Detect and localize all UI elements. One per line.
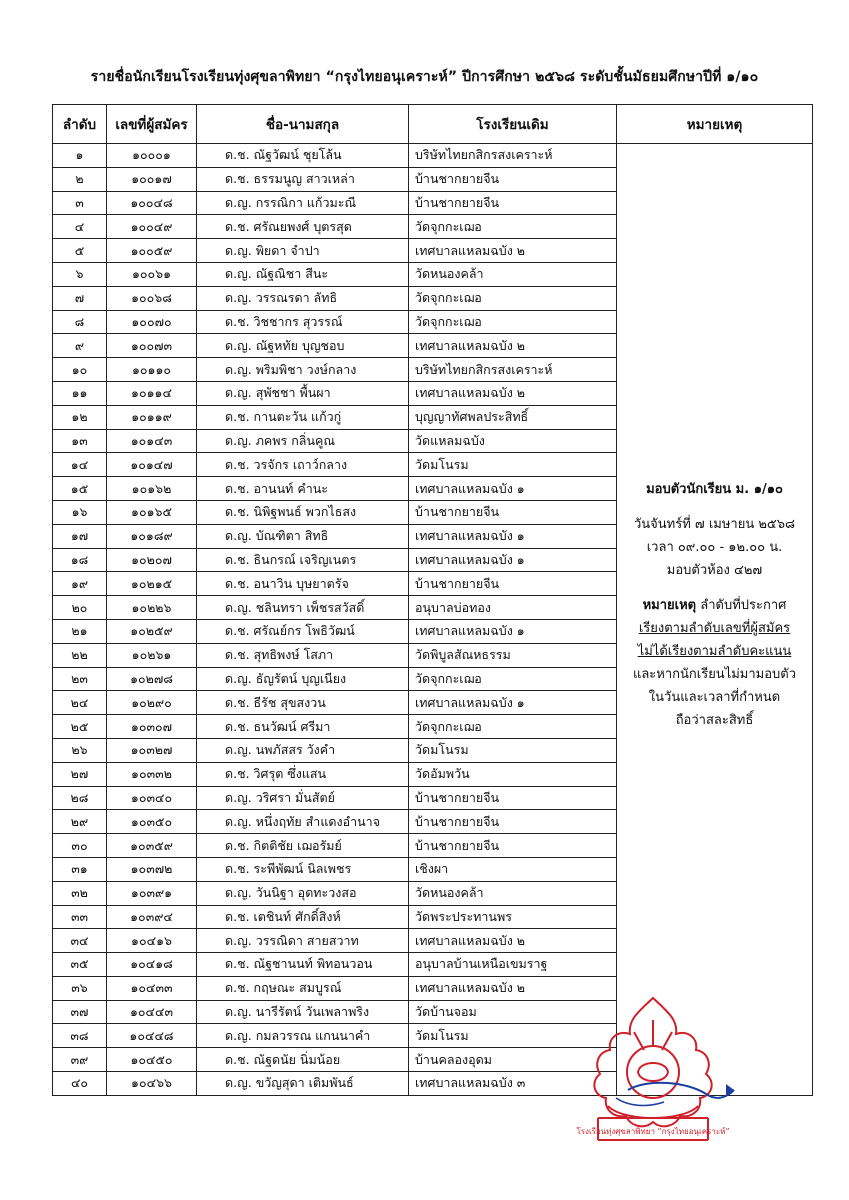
row-applicant-id: ๑๐๓๔๐	[107, 786, 197, 810]
header-previous-school: โรงเรียนเดิม	[409, 105, 617, 144]
row-full-name: ด.ช. กิตติชัย เฌอรัมย์	[197, 834, 409, 858]
row-full-name: ด.ช. วิชชากร สุวรรณ์	[197, 310, 409, 334]
row-applicant-id: ๑๐๐๕๙	[107, 239, 197, 263]
row-full-name: ด.ช. อานนท์ คำนะ	[197, 477, 409, 501]
row-order: ๓๓	[53, 905, 107, 929]
row-applicant-id: ๑๐๓๒๗	[107, 738, 197, 762]
row-applicant-id: ๑๐๓๓๒	[107, 762, 197, 786]
table-body	[53, 144, 813, 1096]
row-order: ๑๙	[53, 572, 107, 596]
remark-line-2: เรียงตามลำดับเลขที่ผู้สมัคร	[638, 621, 791, 636]
row-previous-school: วัดหนองคล้า	[409, 881, 617, 905]
row-previous-school: บ้านชากยายจีน	[409, 786, 617, 810]
table-header-row	[53, 105, 813, 144]
row-applicant-id: ๑๐๒๒๖	[107, 596, 197, 620]
row-previous-school: เทศบาลแหลมฉบัง ๒	[409, 929, 617, 953]
student-roster-table	[52, 104, 813, 1096]
row-full-name: ด.ญ. วริศรา มั่นสัตย์	[197, 786, 409, 810]
row-order: ๕	[53, 239, 107, 263]
table-row	[53, 144, 813, 168]
row-full-name: ด.ญ. นพภัสสร วังคำ	[197, 738, 409, 762]
remark-line-1: ลำดับที่ประกาศ	[700, 598, 787, 613]
header-order: ลำดับ	[53, 105, 107, 144]
row-applicant-id: ๑๐๒๙๐	[107, 691, 197, 715]
row-full-name: ด.ญ. กมลวรรณ แกนนาคำ	[197, 1024, 409, 1048]
remark-label: หมายเหตุ	[642, 598, 697, 613]
row-applicant-id: ๑๐๔๕๐	[107, 1048, 197, 1072]
row-order: ๔	[53, 215, 107, 239]
row-applicant-id: ๑๐๒๕๙	[107, 619, 197, 643]
row-applicant-id: ๑๐๑๖๕	[107, 500, 197, 524]
row-full-name: ด.ช. กานตะวัน แก้วกู่	[197, 405, 409, 429]
row-order: ๒๔	[53, 691, 107, 715]
row-full-name: ด.ช. ธนวัฒน์ ศรีมา	[197, 715, 409, 739]
row-full-name: ด.ช. นิพิฐพนธ์ พวกไธสง	[197, 500, 409, 524]
row-previous-school: บ้านชากยายจีน	[409, 167, 617, 191]
note-time: เวลา ๐๙.๐๐ - ๑๒.๐๐ น.	[646, 540, 783, 555]
row-order: ๓๔	[53, 929, 107, 953]
row-applicant-id: ๑๐๐๔๙	[107, 215, 197, 239]
row-order: ๒๐	[53, 596, 107, 620]
row-full-name: ด.ช. ธีรัช สุขสงวน	[197, 691, 409, 715]
row-order: ๓๕	[53, 953, 107, 977]
row-order: ๓	[53, 191, 107, 215]
row-previous-school: บุญญาทัศพลประสิทธิ์	[409, 405, 617, 429]
row-full-name: ด.ญ. วรรณิดา สายสวาท	[197, 929, 409, 953]
row-full-name: ด.ช. วิศรุต ซึ่งแสน	[197, 762, 409, 786]
row-full-name: ด.ญ. ณัฐณิชา สีนะ	[197, 262, 409, 286]
row-applicant-id: ๑๐๓๙๔	[107, 905, 197, 929]
row-applicant-id: ๑๐๐๖๘	[107, 286, 197, 310]
remark-line-3: ไม่ได้เรียงตามลำดับคะแนน	[637, 644, 792, 659]
row-previous-school: อนุบาลบ่อทอง	[409, 596, 617, 620]
row-full-name: ด.ช. กฤษณะ สมบูรณ์	[197, 976, 409, 1000]
row-order: ๑๖	[53, 500, 107, 524]
row-applicant-id: ๑๐๓๗๒	[107, 857, 197, 881]
row-previous-school: บริษัทไทยกสิกรสงเคราะห์	[409, 358, 617, 382]
row-previous-school: วัดจุกกะเฌอ	[409, 310, 617, 334]
row-order: ๓๗	[53, 1000, 107, 1024]
row-applicant-id: ๑๐๓๙๑	[107, 881, 197, 905]
row-previous-school: วัดจุกกะเฌอ	[409, 715, 617, 739]
row-previous-school: เทศบาลแหลมฉบัง ๒	[409, 381, 617, 405]
note-room: มอบตัวห้อง ๔๒๗	[666, 563, 763, 578]
row-applicant-id: ๑๐๔๔๘	[107, 1024, 197, 1048]
remark-line-6: ถือว่าสละสิทธิ์	[675, 713, 754, 728]
row-previous-school: วัดมโนรม	[409, 1024, 617, 1048]
row-applicant-id: ๑๐๔๓๓	[107, 976, 197, 1000]
row-applicant-id: ๑๐๐๑๗	[107, 167, 197, 191]
row-order: ๗	[53, 286, 107, 310]
row-order: ๑	[53, 144, 107, 168]
row-order: ๑๗	[53, 524, 107, 548]
row-previous-school: บ้านคลองอุดม	[409, 1048, 617, 1072]
row-applicant-id: ๑๐๐๖๑	[107, 262, 197, 286]
row-order: ๓๘	[53, 1024, 107, 1048]
row-order: ๒๘	[53, 786, 107, 810]
row-previous-school: วัดบ้านจอม	[409, 1000, 617, 1024]
row-applicant-id: ๑๐๑๑๔	[107, 381, 197, 405]
row-full-name: ด.ญ. ธัญรัตน์ บุญเนียง	[197, 667, 409, 691]
row-applicant-id: ๑๐๔๑๖	[107, 929, 197, 953]
row-full-name: ด.ช. อนาวิน บุษยาตรัจ	[197, 572, 409, 596]
row-order: ๑๕	[53, 477, 107, 501]
remarks-cell	[617, 144, 813, 1096]
row-full-name: ด.ญ. วันนิฐา อุดทะวงสอ	[197, 881, 409, 905]
seal-text: โรงเรียนทุ่งศุขลาพิทยา “กรุงไทยอนุเคราะห์”	[576, 1127, 730, 1136]
row-order: ๒	[53, 167, 107, 191]
row-full-name: ด.ช. วรจักร เถาว์กลาง	[197, 453, 409, 477]
row-full-name: ด.ญ. กรรณิกา แก้วมะณี	[197, 191, 409, 215]
row-previous-school: บ้านชากยายจีน	[409, 834, 617, 858]
row-full-name: ด.ช. ธินกรณ์ เจริญเนตร	[197, 548, 409, 572]
row-applicant-id: ๑๐๐๔๘	[107, 191, 197, 215]
row-previous-school: เทศบาลแหลมฉบัง ๑	[409, 524, 617, 548]
row-order: ๙	[53, 334, 107, 358]
row-applicant-id: ๑๐๔๖๖	[107, 1072, 197, 1096]
row-previous-school: วัดอัมพวัน	[409, 762, 617, 786]
row-order: ๑๐	[53, 358, 107, 382]
row-full-name: ด.ช. สุทธิพงษ์ โสภา	[197, 643, 409, 667]
row-order: ๑๔	[53, 453, 107, 477]
row-applicant-id: ๑๐๔๑๘	[107, 953, 197, 977]
row-previous-school: วัดพระประทานพร	[409, 905, 617, 929]
row-full-name: ด.ช. ณัฐวัฒน์ ชุยโล้น	[197, 144, 409, 168]
row-previous-school: บริษัทไทยกสิกรสงเคราะห์	[409, 144, 617, 168]
row-order: ๒๕	[53, 715, 107, 739]
row-full-name: ด.ช. เตชินท์ ศักดิ์สิงห์	[197, 905, 409, 929]
note-report-title: มอบตัวนักเรียน ม. ๑/๑๐	[646, 482, 783, 497]
row-previous-school: เทศบาลแหลมฉบัง ๑	[409, 548, 617, 572]
row-order: ๔๐	[53, 1072, 107, 1096]
row-order: ๒๙	[53, 810, 107, 834]
row-previous-school: วัดแหลมฉบัง	[409, 429, 617, 453]
row-order: ๑๑	[53, 381, 107, 405]
row-previous-school: บ้านชากยายจีน	[409, 810, 617, 834]
row-applicant-id: ๑๐๑๖๒	[107, 477, 197, 501]
row-applicant-id: ๑๐๔๔๓	[107, 1000, 197, 1024]
document-title: รายชื่อนักเรียนโรงเรียนทุ่งศุขลาพิทยา “กรุงไทยอนุเคราะห์” ปีการศึกษา ๒๕๖๘ ระดับชั้นมัธยมศึกษาปีที่ ๑/๑๐	[90, 69, 759, 85]
row-previous-school: บ้านชากยายจีน	[409, 500, 617, 524]
row-order: ๓๖	[53, 976, 107, 1000]
row-previous-school: วัดหนองคล้า	[409, 262, 617, 286]
row-applicant-id: ๑๐๒๐๗	[107, 548, 197, 572]
header-remarks: หมายเหตุ	[617, 105, 813, 144]
row-applicant-id: ๑๐๓๕๐	[107, 810, 197, 834]
row-previous-school: บ้านชากยายจีน	[409, 191, 617, 215]
row-full-name: ด.ญ. สุพัชชา พื้นผา	[197, 381, 409, 405]
row-order: ๓๙	[53, 1048, 107, 1072]
row-previous-school: วัดพิบูลสัณหธรรม	[409, 643, 617, 667]
remark-line-5: ในวันและเวลาที่กำหนด	[648, 690, 781, 705]
row-previous-school: เทศบาลแหลมฉบัง ๑	[409, 691, 617, 715]
row-full-name: ด.ญ. ณัฐหทัย บุญชอบ	[197, 334, 409, 358]
row-full-name: ด.ญ. ขวัญสุดา เติมพันธ์	[197, 1072, 409, 1096]
row-previous-school: อนุบาลบ้านเหนือเขมราฐ	[409, 953, 617, 977]
row-previous-school: วัดมโนรม	[409, 738, 617, 762]
note-date: วันจันทร์ที่ ๗ เมษายน ๒๕๖๘	[633, 517, 796, 532]
row-applicant-id: ๑๐๓๐๗	[107, 715, 197, 739]
row-order: ๑๒	[53, 405, 107, 429]
row-applicant-id: ๑๐๓๕๙	[107, 834, 197, 858]
row-applicant-id: ๑๐๑๔๓	[107, 429, 197, 453]
row-applicant-id: ๑๐๐๗๐	[107, 310, 197, 334]
row-full-name: ด.ช. ณัฐดนัย นิ่มน้อย	[197, 1048, 409, 1072]
row-previous-school: วัดจุกกะเฌอ	[409, 286, 617, 310]
row-full-name: ด.ญ. บัณฑิตา สิทธิ	[197, 524, 409, 548]
row-applicant-id: ๑๐๒๑๕	[107, 572, 197, 596]
row-order: ๑๘	[53, 548, 107, 572]
row-applicant-id: ๑๐๑๔๗	[107, 453, 197, 477]
row-full-name: ด.ญ. วรรณรดา ลัทธิ	[197, 286, 409, 310]
header-applicant-id: เลขที่ผู้สมัคร	[107, 105, 197, 144]
row-order: ๓๑	[53, 857, 107, 881]
row-full-name: ด.ญ. พิยดา จำปา	[197, 239, 409, 263]
row-previous-school: วัดจุกกะเฌอ	[409, 215, 617, 239]
row-order: ๒๗	[53, 762, 107, 786]
row-order: ๑๓	[53, 429, 107, 453]
row-order: ๒๓	[53, 667, 107, 691]
row-order: ๒๒	[53, 643, 107, 667]
row-full-name: ด.ช. ธรรมนูญ สาวเหล่า	[197, 167, 409, 191]
row-full-name: ด.ช. ศรัณยพงศ์ บุตรสุด	[197, 215, 409, 239]
row-full-name: ด.ญ. หนึ่งฤทัย สำแดงอำนาจ	[197, 810, 409, 834]
row-full-name: ด.ช. ณัฐชานนท์ พิทอนวอน	[197, 953, 409, 977]
row-full-name: ด.ญ. ชลินทรา เพ็ชรสวัสดิ์	[197, 596, 409, 620]
row-previous-school: วัดจุกกะเฌอ	[409, 667, 617, 691]
row-applicant-id: ๑๐๒๖๑	[107, 643, 197, 667]
row-applicant-id: ๑๐๑๘๙	[107, 524, 197, 548]
row-applicant-id: ๑๐๐๗๓	[107, 334, 197, 358]
row-previous-school: เทศบาลแหลมฉบัง ๒	[409, 976, 617, 1000]
row-previous-school: เทศบาลแหลมฉบัง ๑	[409, 619, 617, 643]
remarks-block	[617, 478, 812, 732]
row-previous-school: เชิงผา	[409, 857, 617, 881]
row-order: ๖	[53, 262, 107, 286]
row-full-name: ด.ญ. พริมพิชา วงษ์กลาง	[197, 358, 409, 382]
row-order: ๘	[53, 310, 107, 334]
row-order: ๒๑	[53, 619, 107, 643]
school-seal-stamp	[568, 990, 738, 1160]
row-previous-school: เทศบาลแหลมฉบัง ๒	[409, 334, 617, 358]
header-full-name: ชื่อ-นามสกุล	[197, 105, 409, 144]
row-full-name: ด.ช. ศรัณย์กร โพธิวัฒน์	[197, 619, 409, 643]
remark-line-4: และหากนักเรียนไม่มามอบตัว	[632, 667, 797, 682]
row-previous-school: เทศบาลแหลมฉบัง ๓	[409, 1072, 617, 1096]
row-order: ๓๒	[53, 881, 107, 905]
row-order: ๒๖	[53, 738, 107, 762]
row-applicant-id: ๑๐๒๗๘	[107, 667, 197, 691]
row-applicant-id: ๑๐๐๐๑	[107, 144, 197, 168]
row-previous-school: เทศบาลแหลมฉบัง ๒	[409, 239, 617, 263]
row-full-name: ด.ช. ระพีพัฒน์ นิลเพชร	[197, 857, 409, 881]
row-order: ๓๐	[53, 834, 107, 858]
row-full-name: ด.ญ. ภคพร กลิ่นคูณ	[197, 429, 409, 453]
row-full-name: ด.ญ. นารีรัตน์ วันเพลาพริง	[197, 1000, 409, 1024]
row-applicant-id: ๑๐๑๑๙	[107, 405, 197, 429]
row-previous-school: เทศบาลแหลมฉบัง ๑	[409, 477, 617, 501]
row-previous-school: บ้านชากยายจีน	[409, 572, 617, 596]
row-previous-school: วัดมโนรม	[409, 453, 617, 477]
row-applicant-id: ๑๐๑๑๐	[107, 358, 197, 382]
